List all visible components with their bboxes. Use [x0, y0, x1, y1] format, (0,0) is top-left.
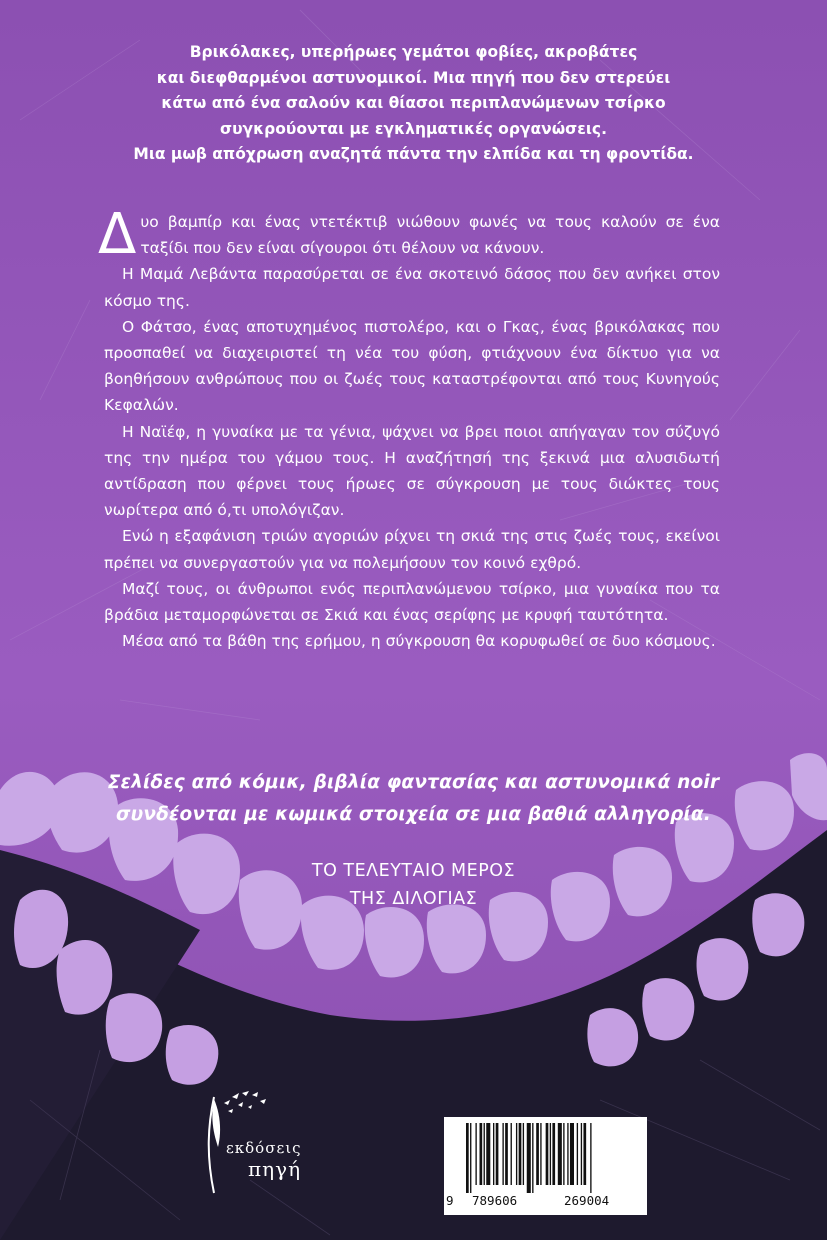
- synopsis-paragraph: Μέσα από τα βάθη της ερήμου, η σύγκρουση θα κορυφωθεί σε δυο κόσμους.: [122, 632, 716, 651]
- synopsis-paragraph: Μαζί τους, οι άνθρωποι ενός περιπλανώμενου τσίρκο, μια γυναίκα που τα βράδια μεταμορφώνεται σε Σκιά και ένας σερίφης με κρυφή ταυτότητα.: [104, 579, 720, 625]
- intro-line: Μια μωβ απόχρωση αναζητά πάντα την ελπίδα και τη φροντίδα.: [133, 145, 694, 163]
- intro-blurb: [60, 40, 767, 168]
- intro-line: συγκρούονται με εγκληματικές οργανώσεις.: [220, 119, 607, 138]
- publisher-name-line1: εκδόσεις: [226, 1139, 302, 1157]
- synopsis-paragraph: Η Μαμά Λεβάντα παρασύρεται σε ένα σκοτεινό δάσος που δεν ανήκει στον κόσμο της.: [104, 265, 720, 310]
- barcode-bar: [552, 1123, 555, 1185]
- barcode-bars: [452, 1123, 639, 1193]
- isbn-first-digit: 9: [446, 1193, 454, 1208]
- tooth-shape: [587, 1008, 638, 1066]
- barcode-bar: [536, 1123, 539, 1185]
- barcode-bar: [546, 1123, 549, 1185]
- barcode-bar: [540, 1123, 541, 1185]
- publisher-logo: [200, 1085, 380, 1195]
- intro-line: κάτω από ένα σαλούν και θίασοι περιπλανώμενων τσίρκο: [161, 94, 666, 112]
- series-note-line: ΤΟ ΤΕΛΕΥΤΑΙΟ ΜΕΡΟΣ: [311, 861, 516, 881]
- barcode-bar: [581, 1123, 582, 1185]
- barcode-bar: [519, 1123, 522, 1185]
- synopsis-paragraph: Η Ναϊέφ, η γυναίκα με τα γένια, ψάχνει να βρει ποιοι απήγαγαν τον σύζυγό της την ημέρα του γάμου τους. Η αναζήτησή της ξεκινά μια αλυσιδωτή αντίδραση που φέρνει τους ήρωες σε σύγκρουση με τους διώκτες τους νωρίτερα από ό,τι υπολόγιζαν.: [104, 422, 720, 520]
- barcode-bar: [475, 1123, 476, 1185]
- tagline: [80, 767, 747, 831]
- intro-line: και διεφθαρμένοι αστυνομικοί. Μια πηγή που δεν στερεύει: [156, 68, 671, 87]
- series-note: [180, 857, 647, 913]
- isbn-left-group: 789606: [472, 1193, 518, 1208]
- barcode-bar: [527, 1123, 531, 1193]
- barcode-bar: [470, 1123, 471, 1193]
- barcode-bar: [511, 1123, 512, 1185]
- barcode-bar: [570, 1123, 574, 1185]
- barcode-bar: [567, 1123, 568, 1185]
- synopsis: [98, 202, 720, 654]
- tagline-line: συνδέονται με κωμικά στοιχεία σε μια βαθιά αλληγορία.: [116, 804, 711, 825]
- intro-line: Βρικόλακες, υπερήρωες γεμάτοι φοβίες, ακροβάτες: [189, 43, 638, 61]
- drop-cap: Δ: [98, 202, 137, 267]
- synopsis-paragraph: Ενώ η εξαφάνιση τριών αγοριών ρίχνει τη σκιά της στις ζωές τους, εκείνοι πρέπει να συνεργαστούν για να πολεμήσουν τον κοινό εχθρό.: [104, 527, 720, 572]
- barcode-bar: [502, 1123, 503, 1185]
- barcode-bar: [486, 1123, 490, 1185]
- barcode-bar: [516, 1123, 517, 1185]
- barcode-bar: [550, 1123, 551, 1185]
- isbn-digits: [446, 1191, 645, 1211]
- series-note-line: ΤΗΣ ΔΙΛΟΓΙΑΣ: [349, 889, 478, 909]
- tagline-line: Σελίδες από κόμικ, βιβλία φαντασίας και αστυνομικά noir: [107, 772, 720, 793]
- synopsis-paragraph: Ο Φάτσο, ένας αποτυχημένος πιστολέρο, και ο Γκας, ένας βρικόλακας που προσπαθεί να διαχειριστεί τη νέα του φύση, φτιάχνουν ένα δίκτυο για να βοηθήσουν ανθρώπους που οι ζωές τους καταστρέφονται από τους Κυνηγούς Κεφαλών.: [104, 317, 720, 415]
- isbn-right-group: 269004: [564, 1193, 610, 1208]
- barcode-bar: [480, 1123, 483, 1185]
- barcode-bar: [590, 1123, 591, 1193]
- synopsis-first-text: υο βαμπίρ και ένας ντετέκτιβ νιώθουν φωνές να τους καλούν σε ένα ταξίδι που δεν είναι σίγουροι ότι θέλουν να κάνουν.: [140, 213, 720, 258]
- barcode-bar: [505, 1123, 508, 1185]
- barcode-bar: [493, 1123, 494, 1185]
- barcode-bar: [558, 1123, 562, 1185]
- barcode-bar: [532, 1123, 533, 1193]
- publisher-name-line2: πηγή: [248, 1157, 302, 1181]
- barcode-bar: [577, 1123, 578, 1185]
- barcode-bar: [563, 1123, 564, 1185]
- barcode-bar: [484, 1123, 485, 1185]
- barcode-bar: [466, 1123, 469, 1193]
- barcode-bar: [523, 1123, 524, 1185]
- synopsis-paragraph: [98, 202, 720, 267]
- barcode-bar: [496, 1123, 499, 1185]
- isbn-barcode: [444, 1117, 647, 1215]
- barcode-bar: [583, 1123, 586, 1185]
